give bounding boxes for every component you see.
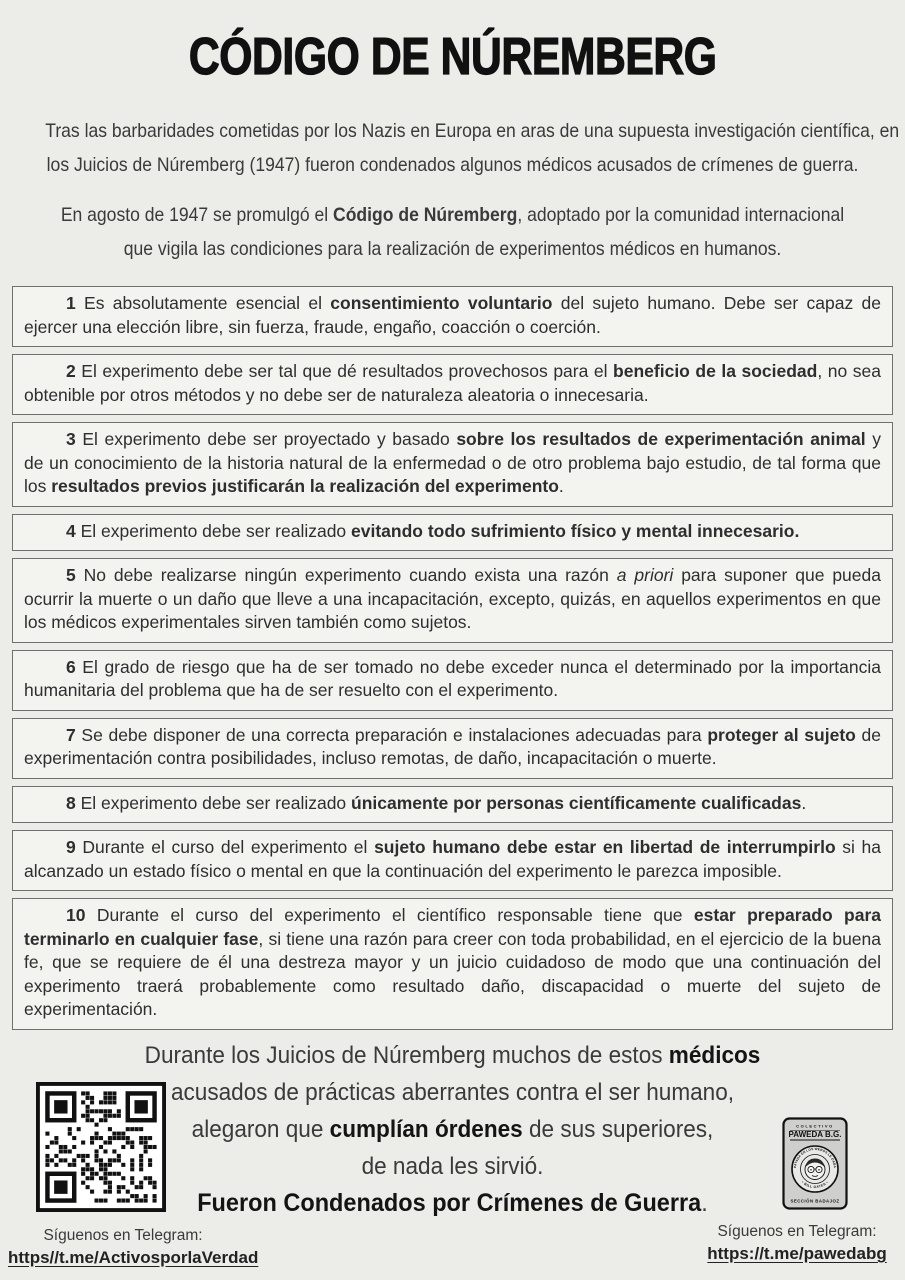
code-item-text: 2 El experimento debe ser tal que dé resultados provechosos para el beneficio de la sociedad, no sea obtenible por otros métodos y no debe ser de naturaleza aleatoria o innecesaria. xyxy=(24,361,881,405)
page-title-text: CÓDIGO DE NÚREMBERG xyxy=(188,28,717,86)
stamp-top-label: COLECTIVO xyxy=(796,1123,834,1129)
intro-paragraph-2 xyxy=(0,198,905,266)
stamp-ring-top-text: PATADA EN LOS WEBOS LE DABA xyxy=(793,1146,838,1169)
code-item-8 xyxy=(12,786,893,824)
bill-gates-caricature-icon xyxy=(805,1159,825,1180)
code-item-text: 1 Es absolutamente esencial el consentimiento voluntario del sujeto humano. Debe ser capaz de ejercer una elección libre, sin fuerza, fraude, engaño, coacción o coerción. xyxy=(24,293,881,337)
item-number: 4 xyxy=(66,520,76,541)
code-item-text: 8 El experimento debe ser realizado únicamente por personas científicamente cualificadas. xyxy=(66,792,807,813)
code-item-list xyxy=(12,286,893,1030)
paweda-stamp-svg xyxy=(782,1117,848,1210)
code-item-10 xyxy=(12,898,893,1030)
code-item-6 xyxy=(12,650,893,711)
qr-code-svg xyxy=(36,1082,166,1212)
page-title xyxy=(0,30,905,90)
qr-code-image xyxy=(36,1082,166,1212)
code-item-text: 7 Se debe disponer de una correcta preparación e instalaciones adecuadas para proteger al sujeto de experimentación contra posibilidades, incluso remotas, de daño, incapacitación o muerte. xyxy=(24,724,881,768)
code-item-3 xyxy=(12,422,893,507)
item-number: 6 xyxy=(66,656,76,677)
intro-line: Tras las barbaridades cometidas por los Nazis en Europa en aras de una supuesta investigación científica, en xyxy=(45,120,900,142)
code-item-text: 10 Durante el curso del experimento el científico responsable tiene que estar preparado para terminarlo en cualquier fase, si tiene una razón para creer con toda probabilidad, en el ejercicio de la buena fe, que se requiere de él una destreza mayor y un juicio cuidadoso de modo que una continuación del experimento traerá probablemente como resultado daño, discapacidad o muerte del sujeto de experimentación. xyxy=(24,905,881,1019)
telegram-left-link[interactable]: https//t.me/ActivosporlaVerdad xyxy=(8,1248,259,1267)
telegram-right-link[interactable]: https://t.me/pawedabg xyxy=(707,1244,887,1263)
paweda-stamp xyxy=(782,1117,848,1210)
stamp-bottom-label: SECCIÓN BADAJOZ xyxy=(790,1198,840,1204)
code-item-2 xyxy=(12,354,893,415)
code-item-7 xyxy=(12,718,893,779)
closing-line: acusados de prácticas aberrantes contra el ser humano, xyxy=(170,1078,735,1106)
item-number: 3 xyxy=(66,429,76,449)
item-number: 8 xyxy=(66,792,76,813)
closing-verdict-line: Fueron Condenados por Crímenes de Guerra. xyxy=(197,1188,708,1217)
telegram-right-block xyxy=(692,1222,902,1264)
code-item-text: 4 El experimento debe ser realizado evitando todo sufrimiento físico y mental innecesario. xyxy=(66,520,800,541)
item-number: 5 xyxy=(66,565,76,585)
code-item-9 xyxy=(12,830,893,891)
item-number: 2 xyxy=(66,361,76,381)
telegram-left-label: Síguenos en Telegram: xyxy=(43,1227,203,1244)
code-item-4 xyxy=(12,514,893,552)
code-item-text: 5 No debe realizarse ningún experimento cuando exista una razón a priori para suponer que pueda ocurrir la muerte o un daño que lleve a una incapacitación, excepto, quizás, en aquellos experimentos en que los médicos experimentales sirven también como sujetos. xyxy=(24,565,881,632)
item-number: 1 xyxy=(66,293,76,313)
item-number: 10 xyxy=(66,905,86,925)
intro-line: En agosto de 1947 se promulgó el Código de Núremberg, adoptado por la comunidad internacional xyxy=(60,204,845,226)
stamp-name: PAWEDA B.G. xyxy=(788,1130,842,1139)
closing-line: Durante los Juicios de Núremberg muchos de estos médicos xyxy=(144,1041,761,1069)
telegram-left-block xyxy=(8,1226,259,1268)
item-number: 9 xyxy=(66,837,76,857)
item-number: 7 xyxy=(66,724,76,745)
telegram-right-label: Síguenos en Telegram: xyxy=(717,1223,877,1240)
closing-line: de nada les sirvió. xyxy=(361,1152,544,1180)
intro-line: que vigila las condiciones para la realización de experimentos médicos en humanos. xyxy=(123,238,782,260)
intro-line: los Juicios de Núremberg (1947) fueron condenados algunos médicos acusados de crímenes de guerra. xyxy=(46,154,859,176)
stamp-ring-bottom-text: • BILL GATES • xyxy=(800,1180,830,1190)
intro-paragraph-1 xyxy=(0,114,905,182)
code-item-1 xyxy=(12,286,893,347)
code-item-5 xyxy=(12,558,893,643)
closing-line: alegaron que cumplían órdenes de sus superiores, xyxy=(191,1115,714,1143)
code-item-text: 6 El grado de riesgo que ha de ser tomado no debe exceder nunca el determinado por la importancia humanitaria del problema que ha de ser resuelto con el experimento. xyxy=(24,656,881,700)
code-item-text: 3 El experimento debe ser proyectado y basado sobre los resultados de experimentación animal y de un conocimiento de la historia natural de la enfermedad o de otro problema bajo estudio, de tal forma que los resultados previos justificarán la realización del experimento. xyxy=(24,429,881,496)
code-item-text: 9 Durante el curso del experimento el sujeto humano debe estar en libertad de interrumpirlo si ha alcanzado un estado físico o mental en que la continuación del experimento le parezca imposible. xyxy=(24,837,882,881)
